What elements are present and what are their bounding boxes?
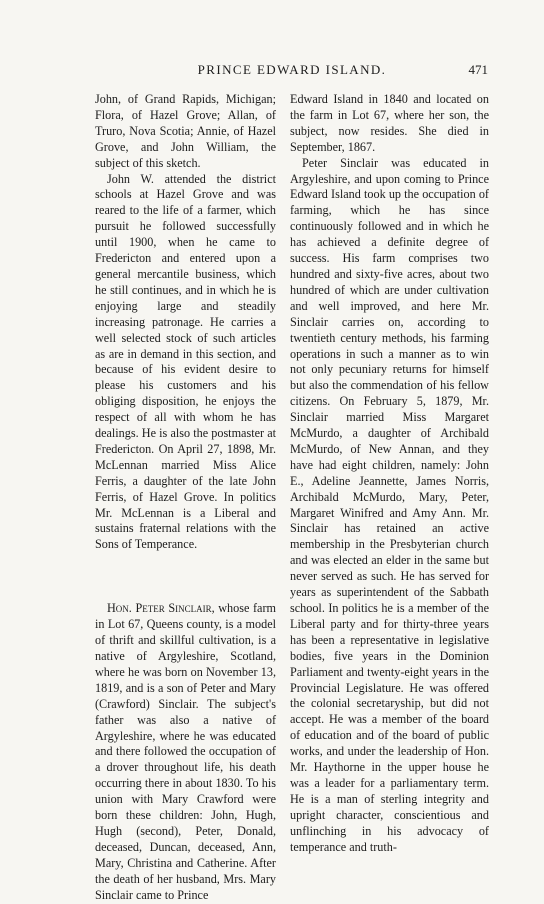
running-title: PRINCE EDWARD ISLAND. [197,62,387,77]
page-header [96,62,488,80]
section-break [95,553,276,601]
right-column [290,92,489,856]
paragraph: Edward Island in 1840 and located on the farm in Lot 67, where her son, the subject, now resides. She died in September, 1867. [290,92,489,154]
paragraph-text: whose farm in Lot 67, Queens county, is a model of thrift and skillful cultivation, is a native of Argyleshire, Scotland, where he was born on November 13, 1819, and is a son of Peter and Mary (Crawford) Sinclair. The subject's father was also a native of Argyleshire, where he was educated and there followed the occupation of a drover throughout life, his death occurring there in about 1830. To his union with Mary Crawford were born these children: John, Hugh, Hugh (second), Peter, Donald, deceased, Duncan, deceased, Ann, Mary, Christina and Catherine. After the death of her husband, Mrs. Mary Sinclair came to Prince [95,601,276,902]
left-column [95,92,276,904]
paragraph: Peter Sinclair was educated in Argyleshire, and upon coming to Prince Edward Island took up the occupation of farming, which he has since continuously followed and in which he has achieved a definite degree of success. His farm comprises two hundred and sixty-five acres, about two hundred of which are under cultivation and well improved, and here Mr. Sinclair carries on, according to twentieth century methods, his farming operations in such a manner as to win not only pecuniary returns for himself but also the commendation of his fellow citizens. On February 5, 1879, Mr. Sinclair married Miss Margaret McMurdo, a daughter of Archibald McMurdo, of New Annan, and they have had eight children, namely: John E., Adeline Jeannette, James Norris, Archibald McMurdo, Mary, Peter, Margaret Winifred and Amy Ann. Mr. Sinclair has retained an active membership in the Presbyterian church and was elected an elder in the same but never served as such. He has served for years as superintendent of the Sabbath school. In politics he is a member of the Liberal party and for thirty-three years has been a representative in legislative bodies, five years in the Dominion Parliament and twenty-eight years in the Provincial Legislature. He was offered the colonial secretaryship, but did not accept. He was a member of the board of education and of the board of public works, and under the leadership of Hon. Mr. Haythorne in the upper house he was a leader for a parliamentary term. He is a man of sterling integrity and upright character, conscientious and unflinching in his advocacy of temperance and truth- [290,155,489,854]
paragraph: John W. attended the district schools at Hazel Grove and was reared to the life of a farmer, which pursuit he followed successfully until 1900, when he came to Fredericton and entered upon a general mercantile business, which he still continues, and in which he is enjoying large and steadily increasing patronage. He carries a well selected stock of such articles as are in demand in this section, and because of his evident desire to please his customers and his obliging disposition, he enjoys the respect of all with whom he has dealings. He is also the postmaster at Fredericton. On April 27, 1898, Mr. McLennan married Miss Alice Ferris, a daughter of the late John Ferris, of Hazel Grove. In politics Mr. McLennan is a Liberal and sustains fraternal relations with the Sons of Temperance. [95,171,276,552]
page-number: 471 [468,62,488,77]
paragraph: John, of Grand Rapids, Michigan; Flora, of Hazel Grove; Allan, of Truro, Nova Scotia; Annie, of Hazel Grove, and John William, the subject of this sketch. [95,92,276,170]
biography-subject-name: Hon. Peter Sinclair, [107,601,215,616]
biography-opening-paragraph [95,601,276,903]
